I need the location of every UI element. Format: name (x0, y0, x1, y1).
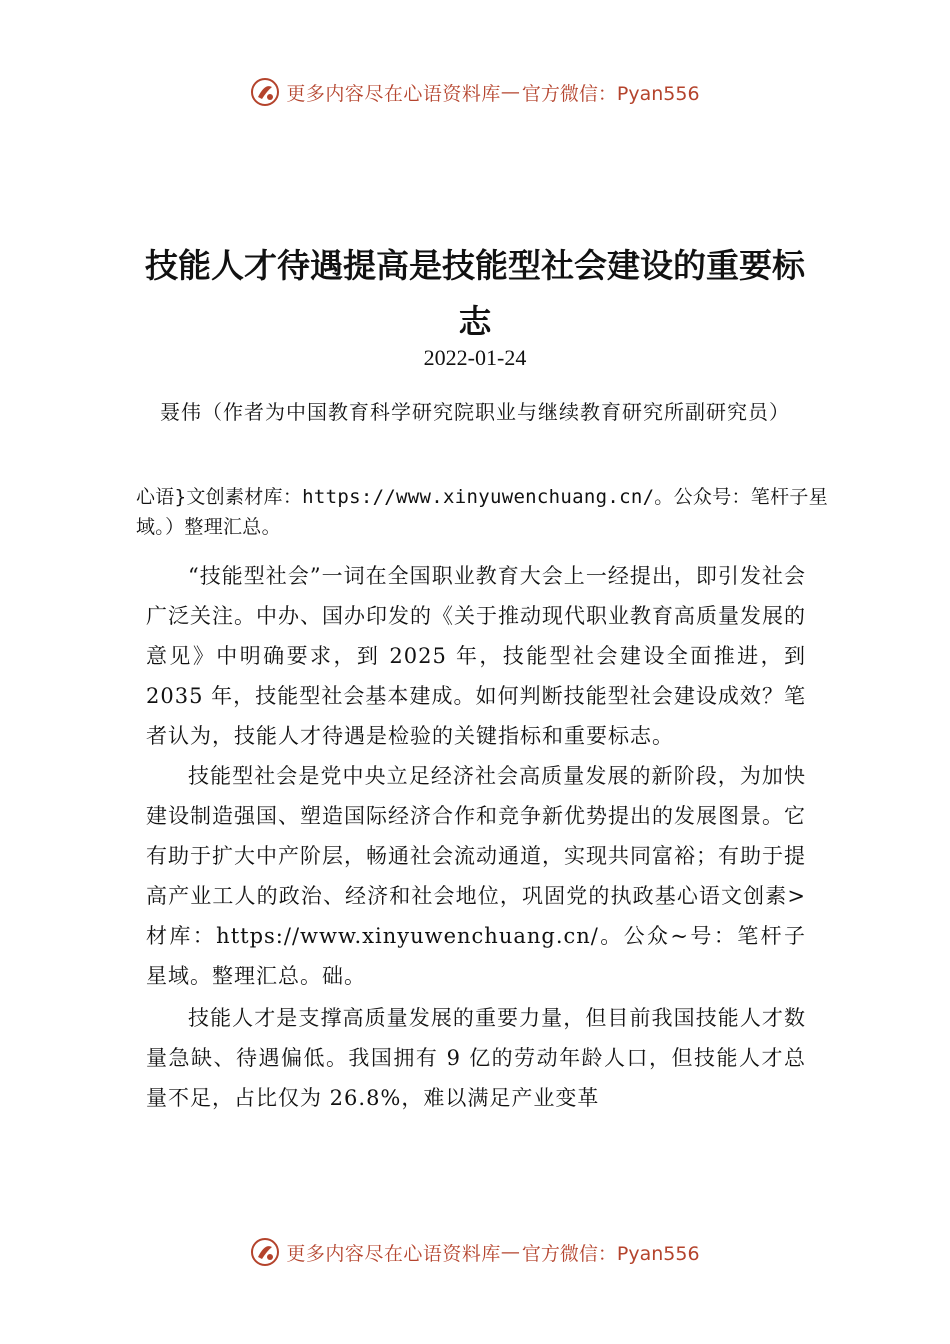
paragraph: 技能型社会是党中央立足经济社会高质量发展的新阶段，为加快建设制造强国、塑造国际经济合作和竞争新优势提出的发展图景。它有助于扩大中产阶层，畅通社会流动通道，实现共同富裕；有助于提高产业工人的政治、经济和社会地位，巩固党的执政基心语文创素>材库：https://www.xinyuwenchuang.cn/。公众~号：笔杆子星域。整理汇总。础。 (146, 764, 806, 988)
banner-text: 更多内容尽在心语资料库 (286, 1242, 501, 1265)
banner-separator: — (500, 81, 520, 103)
banner-wechat: 官方微信：Pyan556 (521, 1242, 700, 1265)
banner-separator: — (500, 1241, 520, 1263)
footer-banner (0, 1232, 950, 1272)
article-title: 技能人才待遇提高是技能型社会建设的重要标志 (145, 246, 805, 341)
article-date: 2022-01-24 (423, 345, 527, 370)
source-note: 心语}文创素材库：https://www.xinyuwenchuang.cn/。公众号：笔杆子星域。）整理汇总。 (136, 486, 829, 538)
article-body (146, 556, 806, 1118)
paragraph: “技能型社会”一词在全国职业教育大会上一经提出，即引发社会广泛关注。中办、国办印发的《关于推动现代职业教育高质量发展的意见》中明确要求，到 2025 年，技能型社会建设全面推进，到 2035 年，技能型社会基本建成。如何判断技能型社会建设成效？笔者认为，技能人才待遇是检验的关键指标和重要标志。 (146, 564, 806, 748)
banner-wechat: 官方微信：Pyan556 (521, 82, 700, 105)
logo-icon (250, 77, 280, 107)
paragraph: 技能人才是支撑高质量发展的重要力量，但目前我国技能人才数量急缺、待遇偏低。我国拥有 9 亿的劳动年龄人口，但技能人才总量不足，占比仅为 26.8%，难以满足产业变革 (146, 1006, 806, 1110)
header-banner (0, 72, 950, 112)
article-author: 聂伟（作者为中国教育科学研究院职业与继续教育研究所副研究员） (160, 400, 790, 424)
logo-icon (250, 1237, 280, 1267)
banner-text: 更多内容尽在心语资料库 (286, 82, 501, 105)
